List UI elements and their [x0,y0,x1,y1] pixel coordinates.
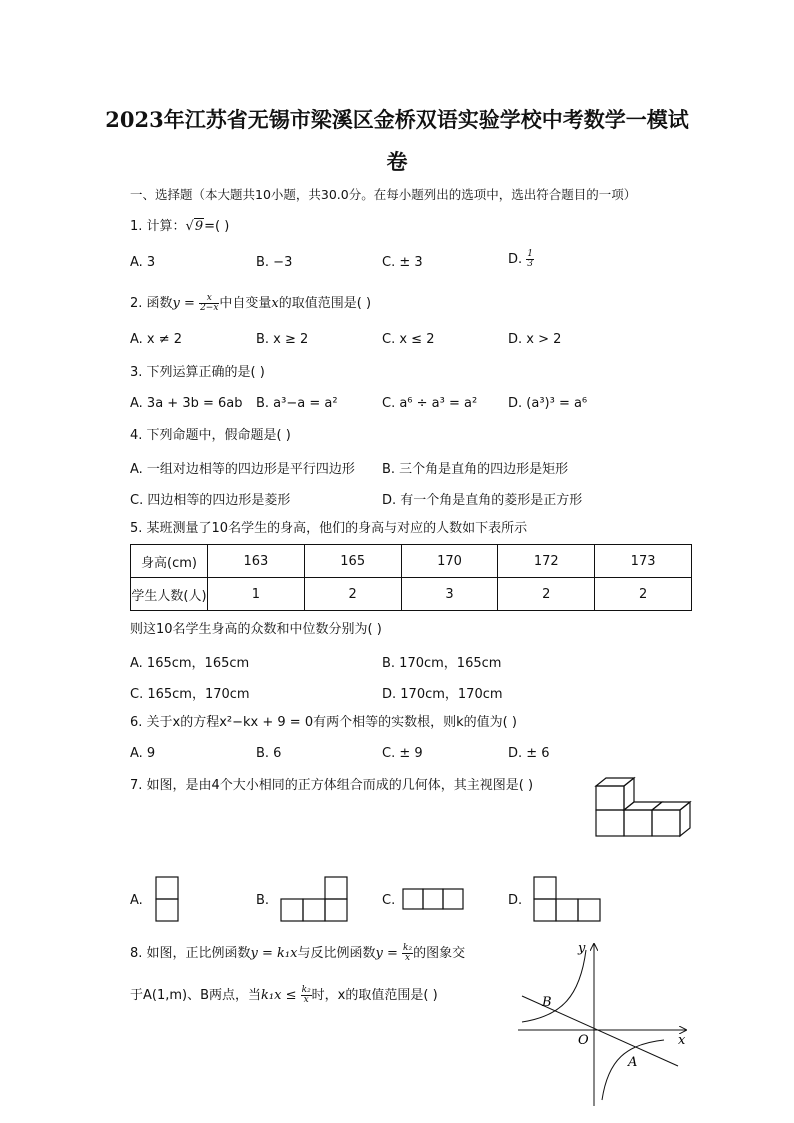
cube-solid-figure [590,776,694,838]
q1-radicand: 9 [194,219,204,234]
q8-ineq-k2: k₂ [301,985,311,995]
point-b-label: B [542,995,552,1010]
q8-y: y = [375,946,402,961]
table-cell: 163 [208,545,305,578]
q7-option-d-figure [533,876,603,922]
question-7: 7. 如图，是由4个大小相同的正方体组合而成的几何体，其主视图是( ) [130,778,534,793]
q8-linear-function: y = k₁x [250,946,298,961]
q1-d-numerator: 1 [527,249,534,259]
q6-option-b: B. 6 [256,746,282,761]
origin-label: O [578,1033,589,1048]
hyperbola-branch-upper-left [522,950,586,1022]
q3-option-a: A. 3a + 3b = 6ab [130,396,243,411]
q4-option-c: C. 四边相等的四边形是菱形 [130,493,291,508]
question-8-line-2 [130,986,438,1005]
q8-line2-prefix: 于A(1,m)、B两点，当 [130,988,262,1003]
point-a-label: A [628,1055,638,1070]
question-5: 5. 某班测量了10名学生的身高，他们的身高与对应的人数如下表所示 [130,521,528,536]
q2-denominator: 2−x [200,303,219,313]
q3-option-b: B. a³−a = a² [256,396,338,411]
question-4: 4. 下列命题中，假命题是( ) [130,428,291,443]
q2-text: 中自变量 [219,296,272,311]
q4-option-d: D. 有一个角是直角的菱形是正方形 [382,493,583,508]
table-cell: 170 [401,545,498,578]
table-cell: 2 [498,578,595,611]
question-8 [130,944,465,963]
table-cell: 173 [595,545,692,578]
function-graph [514,938,692,1110]
table-cell: 3 [401,578,498,611]
table-cell: 1 [208,578,305,611]
table-cell: 172 [498,545,595,578]
q3-option-c: C. a⁶ ÷ a³ = a² [382,396,478,411]
q8-line2-suffix: 时，x的取值范围是( ) [311,988,438,1003]
question-2 [130,294,371,313]
q2-option-d: D. x > 2 [508,332,562,347]
section-heading: 一、选择题（本大题共10小题，共30.0分。在每小题列出的选项中，选出符合题目的一项） [130,187,637,202]
table-header-count: 学生人数(人) [131,578,208,611]
q5-option-a: A. 165cm，165cm [130,656,250,671]
table-row [131,545,692,578]
q2-option-b: B. x ≥ 2 [256,332,309,347]
exam-title-continued: 卷 [386,149,408,174]
q5-option-b: B. 170cm，165cm [382,656,502,671]
sqrt-symbol: √ [185,219,194,234]
q7-option-a-figure [155,876,181,922]
q8-ineq-x: x [303,995,309,1005]
q1-option-d [508,250,534,269]
table-cell: 165 [304,545,401,578]
q2-var: x [271,296,279,311]
q7-option-c[interactable]: C. [382,893,396,908]
table-cell: 2 [595,578,692,611]
q8-prefix: 8. 如图，正比例函数 [130,946,251,961]
question-3: 3. 下列运算正确的是( ) [130,365,265,380]
q2-y: y = [172,296,200,311]
q2-option-c: C. x ≤ 2 [382,332,435,347]
q1-option-a: A. 3 [130,255,156,270]
q1-suffix: =( ) [204,219,230,234]
q8-mid-text: 与反比例函数 [297,946,376,961]
y-axis-label: y [578,941,586,956]
q1-option-c: C. ± 3 [382,255,423,270]
table-row [131,578,692,611]
question-6: 6. 关于x的方程x²−kx + 9 = 0有两个相等的实数根，则k的值为( ) [130,715,517,730]
q7-option-c-figure [402,888,466,912]
q6-option-c: C. ± 9 [382,746,423,761]
q1-option-d-label: D. [508,252,527,267]
question-1 [130,218,229,236]
q2-option-a: A. x ≠ 2 [130,332,183,347]
height-table [130,544,692,611]
q2-prefix: 2. 函数 [130,296,173,311]
q3-option-d: D. (a³)³ = a⁶ [508,396,588,411]
q5-followup: 则这10名学生身高的众数和中位数分别为( ) [130,622,382,637]
q7-option-d[interactable]: D. [508,893,523,908]
q1-prefix: 1. 计算： [130,219,186,234]
q7-option-a[interactable]: A. [130,893,143,908]
q7-option-b[interactable]: B. [256,893,270,908]
q8-inequality: k₁x ≤ [261,988,301,1003]
q4-option-b: B. 三个角是直角的四边形是矩形 [382,462,569,477]
q1-option-b: B. −3 [256,255,293,270]
table-header-height: 身高(cm) [131,545,208,578]
q1-d-denominator: 3 [527,259,534,269]
q6-option-d: D. ± 6 [508,746,550,761]
exam-title: 2023年江苏省无锡市梁溪区金桥双语实验学校中考数学一模试 [105,107,689,132]
q8-suffix: 的图象交 [413,946,466,961]
hyperbola-branch-lower-right [602,1040,664,1100]
q7-option-b-figure [280,876,350,922]
q8-x-den: x [404,953,411,963]
q5-option-c: C. 165cm，170cm [130,687,250,702]
q4-option-a: A. 一组对边相等的四边形是平行四边形 [130,462,355,477]
q8-k2: k₂ [403,943,413,953]
q5-option-d: D. 170cm，170cm [382,687,503,702]
table-cell: 2 [304,578,401,611]
q2-text-2: 的取值范围是( ) [278,296,372,311]
x-axis-label: x [678,1033,686,1048]
q6-option-a: A. 9 [130,746,156,761]
q2-numerator: x [199,294,219,304]
